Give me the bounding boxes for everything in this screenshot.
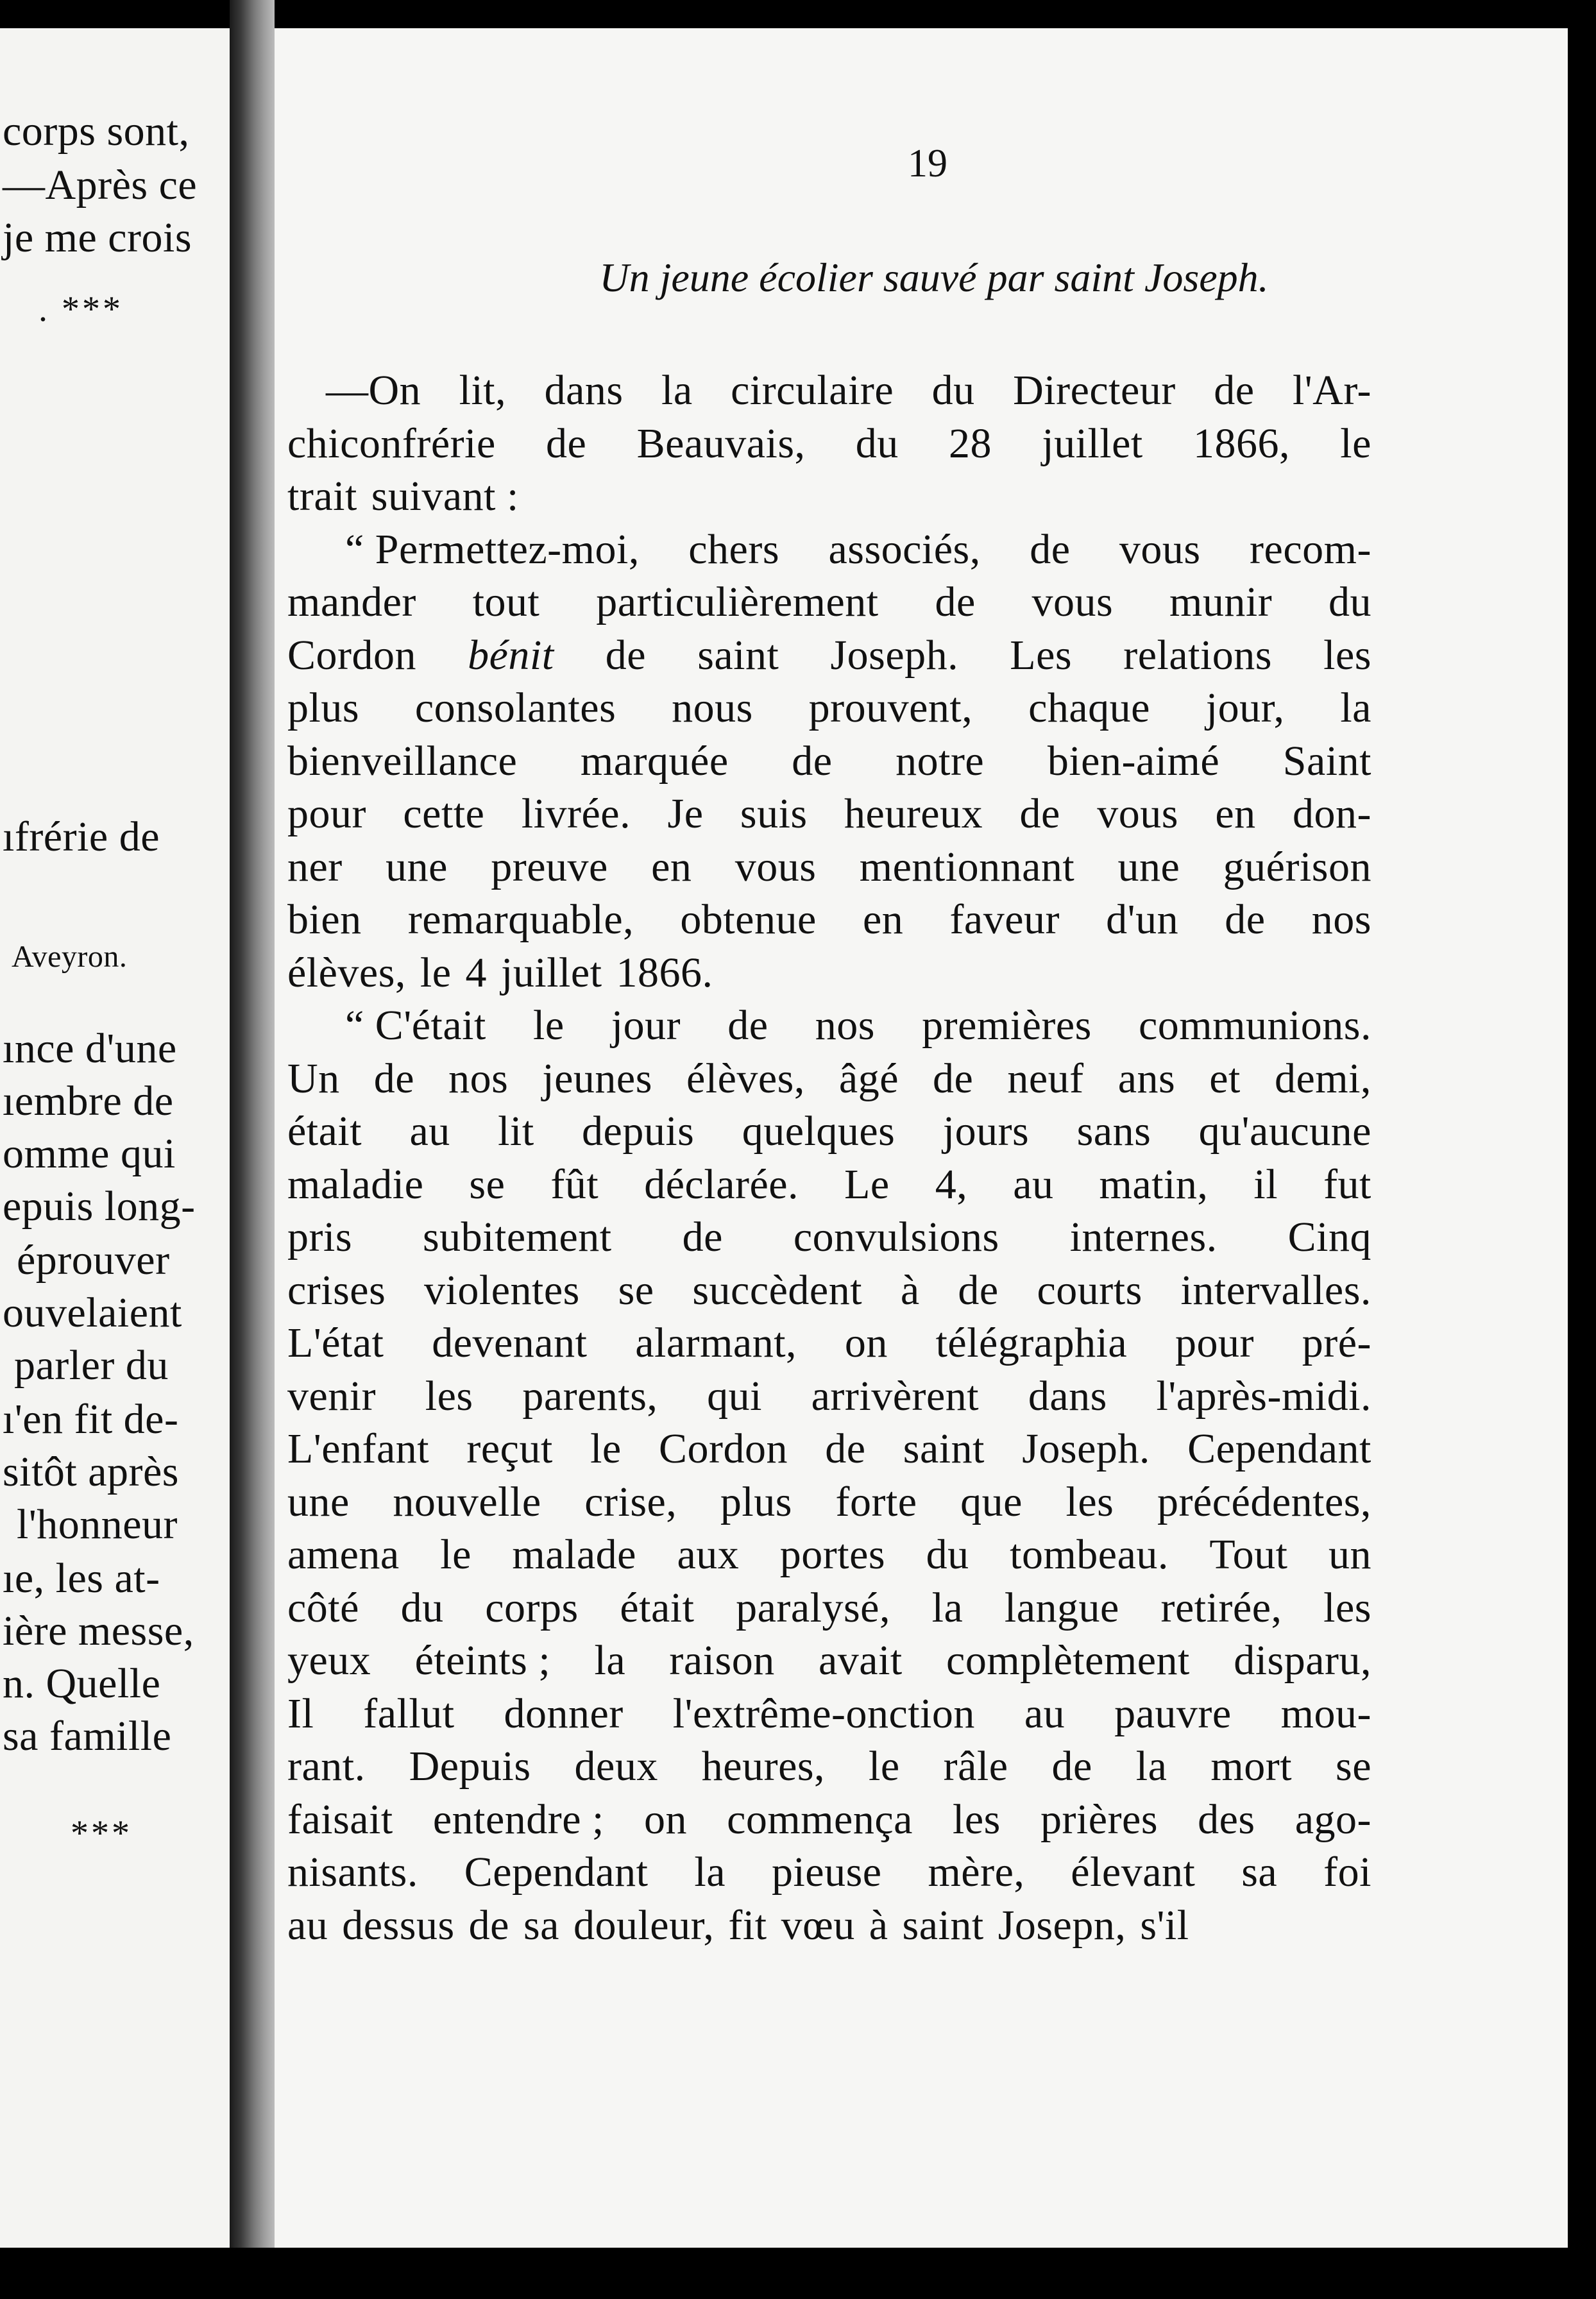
text-line xyxy=(287,1158,1371,1212)
left-page-fragment-line: l'honneur xyxy=(17,1501,178,1548)
word: langue xyxy=(1004,1584,1119,1631)
word: 28 xyxy=(949,420,992,467)
text-line xyxy=(287,364,1371,418)
word: le xyxy=(869,1743,900,1790)
word: devenant xyxy=(432,1319,588,1366)
word: Cinq xyxy=(1287,1214,1371,1260)
word: la xyxy=(1340,684,1371,731)
word: parents, xyxy=(522,1372,658,1420)
text-line xyxy=(287,1688,1371,1741)
word: retirée, xyxy=(1160,1584,1282,1631)
text-line xyxy=(287,735,1371,788)
left-page-fragment-line: parler du xyxy=(14,1342,169,1389)
word: fut xyxy=(1323,1160,1371,1208)
word: 4, xyxy=(935,1160,968,1208)
word: neuf xyxy=(1007,1055,1084,1102)
scan-right-border xyxy=(1568,0,1596,2299)
text-line xyxy=(287,682,1371,735)
word: le xyxy=(420,949,452,996)
word: nisants. xyxy=(287,1849,418,1896)
word: heures, xyxy=(701,1743,826,1790)
word: de xyxy=(958,1266,999,1314)
word: éteints ; xyxy=(414,1637,551,1684)
left-page-fragment-line: —Après ce xyxy=(3,162,198,208)
text-line xyxy=(287,523,1371,577)
word: deux xyxy=(574,1743,658,1790)
left-page-fragment-line: ıembre de xyxy=(3,1078,174,1124)
word: l'extrême-onction xyxy=(672,1690,975,1737)
text-line xyxy=(287,1053,1371,1106)
word: amena xyxy=(287,1531,400,1578)
word: nous xyxy=(672,684,753,731)
text-line xyxy=(287,1105,1371,1158)
word: Un xyxy=(287,1055,340,1102)
word: la xyxy=(1135,1743,1167,1790)
text-line xyxy=(287,1846,1371,1899)
word: de xyxy=(1030,525,1071,573)
word: la xyxy=(661,367,693,414)
word: les xyxy=(1323,1584,1371,1631)
word: d'un xyxy=(1106,896,1179,943)
word: de xyxy=(1051,1743,1092,1790)
text-line xyxy=(287,1264,1371,1318)
word: saint xyxy=(903,1425,985,1472)
word: au xyxy=(1024,1690,1065,1737)
word: “ Permettez-moi, xyxy=(345,525,640,573)
word: juillet xyxy=(501,949,602,996)
word: sans xyxy=(1076,1108,1151,1155)
left-page-fragment-line: ı'en fit de- xyxy=(3,1396,179,1443)
word: fit xyxy=(728,1901,767,1949)
word: s'il xyxy=(1140,1901,1189,1949)
left-page-fragment-line: . *** xyxy=(38,289,123,329)
word: courts xyxy=(1037,1266,1142,1314)
word: en xyxy=(651,843,692,890)
left-page-fragment-line: sitôt après xyxy=(3,1448,179,1495)
word: vous xyxy=(1119,525,1201,573)
word: succèdent xyxy=(692,1266,863,1314)
word: Josepn, xyxy=(998,1901,1126,1949)
word: de xyxy=(682,1214,723,1260)
word: bénit xyxy=(468,631,554,679)
word: il xyxy=(1253,1160,1278,1208)
word: du xyxy=(931,367,975,414)
word: l'Ar- xyxy=(1292,367,1371,414)
word: les xyxy=(425,1372,473,1420)
word: la xyxy=(931,1584,964,1631)
word: plus xyxy=(720,1478,792,1525)
word: arrivèrent xyxy=(811,1372,980,1420)
word: Tout xyxy=(1209,1531,1288,1578)
left-page-fragment-line: corps sont, xyxy=(3,108,190,155)
word: le xyxy=(590,1425,622,1472)
word: internes. xyxy=(1069,1214,1218,1260)
left-page-fragment-line: ıfrérie de xyxy=(3,813,160,860)
left-page-fragment-line: n. Quelle xyxy=(3,1660,161,1707)
left-page-fragment-line: Aveyron. xyxy=(12,940,128,974)
word: lit, xyxy=(459,367,507,414)
word: bien xyxy=(287,896,362,943)
word: de xyxy=(727,1002,768,1049)
word: avait xyxy=(818,1637,903,1684)
word: se xyxy=(1336,1743,1371,1790)
word: vous xyxy=(734,843,817,890)
word: 1866. xyxy=(616,949,713,996)
word: pieuse xyxy=(771,1849,882,1896)
word: Cordon xyxy=(287,631,416,679)
word: communions. xyxy=(1139,1002,1371,1049)
word: heureux xyxy=(844,790,983,837)
text-line xyxy=(287,1317,1371,1370)
word: à xyxy=(869,1901,888,1949)
word: nos xyxy=(1311,896,1371,943)
word: mander xyxy=(287,579,416,625)
word: pauvre xyxy=(1114,1690,1232,1737)
word: Les xyxy=(1010,631,1073,679)
word: nos xyxy=(815,1002,875,1049)
left-page-fragment-line: je me crois xyxy=(3,214,192,261)
word: raison xyxy=(669,1637,775,1684)
section-heading: Un jeune écolier sauvé par saint Joseph. xyxy=(599,255,1269,300)
word: pré- xyxy=(1302,1319,1371,1366)
word: de xyxy=(933,1055,974,1102)
word: on xyxy=(644,1795,687,1843)
word: faisait xyxy=(287,1795,393,1843)
word: chiconfrérie xyxy=(287,420,496,467)
word: L'enfant xyxy=(287,1425,430,1472)
word: depuis xyxy=(582,1108,695,1155)
word: râle xyxy=(943,1743,1008,1790)
word: de xyxy=(605,631,647,679)
word: saint xyxy=(697,631,779,679)
word: guérison xyxy=(1223,843,1371,890)
text-line xyxy=(287,576,1371,629)
word: dans xyxy=(1028,1372,1107,1420)
word: reçut xyxy=(466,1425,553,1472)
word: maladie xyxy=(287,1160,424,1208)
word: à xyxy=(900,1266,920,1314)
scan-bottom-border xyxy=(0,2248,1596,2299)
word: —On xyxy=(326,367,421,414)
word: Cependant xyxy=(464,1849,649,1896)
word: disparu, xyxy=(1234,1637,1371,1684)
word: plus xyxy=(287,684,360,731)
word: Joseph. xyxy=(830,631,959,679)
word: L'état xyxy=(287,1319,384,1366)
word: en xyxy=(1215,790,1256,837)
word: de xyxy=(825,1425,866,1472)
text-line xyxy=(287,947,1371,1000)
word: don- xyxy=(1293,790,1371,837)
word: portes xyxy=(779,1531,886,1578)
word: l'après-midi. xyxy=(1156,1372,1371,1420)
word: cette xyxy=(403,790,485,837)
word: de xyxy=(373,1055,415,1102)
word: quelques xyxy=(742,1108,896,1155)
word: qui xyxy=(707,1372,762,1420)
word: les xyxy=(1323,631,1371,679)
word: demi, xyxy=(1274,1055,1371,1102)
word: associés, xyxy=(828,525,981,573)
word: des xyxy=(1198,1795,1255,1843)
word: pour xyxy=(287,790,366,837)
word: notre xyxy=(896,737,985,785)
word: tout xyxy=(472,579,540,625)
word: alarmant, xyxy=(635,1319,797,1366)
word: faveur xyxy=(949,896,1060,943)
text-line xyxy=(287,1370,1371,1423)
word: intervalles. xyxy=(1180,1266,1371,1314)
word: mort xyxy=(1210,1743,1293,1790)
text-line xyxy=(287,629,1371,683)
word: premières xyxy=(922,1002,1092,1049)
word: mère, xyxy=(928,1849,1025,1896)
word: et xyxy=(1209,1055,1241,1102)
word: le xyxy=(532,1002,565,1049)
left-page-fragment-line: sa famille xyxy=(3,1713,172,1760)
word: la xyxy=(694,1849,726,1896)
left-page-fragment xyxy=(0,28,230,2261)
word: crise, xyxy=(584,1478,677,1525)
word: pris xyxy=(287,1214,352,1260)
word: jour, xyxy=(1205,684,1285,731)
word: de xyxy=(546,420,587,467)
word: tombeau. xyxy=(1010,1531,1169,1578)
word: déclarée. xyxy=(644,1160,799,1208)
word: jour xyxy=(611,1002,681,1049)
word: élevant xyxy=(1071,1849,1196,1896)
word: au xyxy=(409,1108,450,1155)
word: suis xyxy=(740,790,808,837)
word: de xyxy=(1019,790,1060,837)
word: commença xyxy=(727,1795,913,1843)
word: bienveillance xyxy=(287,737,518,785)
word: douleur, xyxy=(573,1901,715,1949)
word: entendre ; xyxy=(432,1795,604,1843)
word: Le xyxy=(844,1160,890,1208)
word: trait xyxy=(287,473,357,520)
word: 4 xyxy=(465,949,488,996)
word: du xyxy=(400,1584,444,1631)
word: vous xyxy=(1097,790,1178,837)
word: ner xyxy=(287,843,343,890)
word: relations xyxy=(1123,631,1272,679)
word: pour xyxy=(1175,1319,1254,1366)
text-line xyxy=(287,1899,1371,1953)
left-page-fragment-line: ıe, les at- xyxy=(3,1555,160,1602)
text-line xyxy=(287,1740,1371,1794)
word: rant. xyxy=(287,1743,366,1790)
word: Joseph. xyxy=(1022,1425,1150,1472)
word: fût xyxy=(550,1160,599,1208)
word: yeux xyxy=(287,1637,371,1684)
word: paralysé, xyxy=(736,1584,890,1631)
word: de xyxy=(935,579,976,625)
word: mou- xyxy=(1280,1690,1371,1737)
text-line xyxy=(287,470,1371,523)
right-page xyxy=(275,28,1568,2248)
word: côté xyxy=(287,1584,359,1631)
word: suivant : xyxy=(371,473,519,520)
word: aux xyxy=(677,1531,740,1578)
word: chers xyxy=(688,525,780,573)
word: télégraphia xyxy=(935,1319,1128,1366)
word: prières xyxy=(1040,1795,1159,1843)
left-page-fragment-line: éprouver xyxy=(17,1237,170,1284)
word: de xyxy=(468,1901,509,1949)
word: élèves, xyxy=(686,1055,805,1102)
word: violentes xyxy=(424,1266,580,1314)
word: la xyxy=(594,1637,626,1684)
word: consolantes xyxy=(414,684,616,731)
word: malade xyxy=(512,1531,636,1578)
word: lit xyxy=(498,1108,534,1155)
word: preuve xyxy=(491,843,608,890)
word: sa xyxy=(1241,1849,1278,1896)
word: au xyxy=(287,1901,328,1949)
word: les xyxy=(1065,1478,1114,1525)
word: jours xyxy=(942,1108,1030,1155)
word: bien-aimé xyxy=(1047,737,1220,785)
word: munir xyxy=(1169,579,1273,625)
word: le xyxy=(1340,420,1371,467)
word: de xyxy=(1225,896,1266,943)
word: précédentes, xyxy=(1157,1478,1371,1525)
word: ans xyxy=(1117,1055,1176,1102)
word: crises xyxy=(287,1266,386,1314)
word: un xyxy=(1328,1531,1371,1578)
word: obtenue xyxy=(680,896,817,943)
text-line xyxy=(287,1211,1371,1264)
word: venir xyxy=(287,1372,377,1420)
word: en xyxy=(862,896,904,943)
word: convulsions xyxy=(793,1214,999,1260)
word: dessus xyxy=(342,1901,455,1949)
word: subitement xyxy=(422,1214,612,1260)
word: était xyxy=(620,1584,695,1631)
book-gutter xyxy=(230,0,275,2299)
word: 1866, xyxy=(1193,420,1291,467)
word: était xyxy=(287,1108,362,1155)
word: Il xyxy=(287,1690,314,1737)
text-line xyxy=(287,1634,1371,1688)
word: de xyxy=(1214,367,1255,414)
left-page-fragment-line: epuis long- xyxy=(3,1183,196,1230)
word: de xyxy=(792,737,833,785)
text-line xyxy=(287,894,1371,947)
word: au xyxy=(1013,1160,1054,1208)
word: du xyxy=(1328,579,1371,625)
word: on xyxy=(844,1319,888,1366)
left-page-fragment-line: ière messe, xyxy=(3,1608,194,1654)
word: marquée xyxy=(580,737,729,785)
word: Saint xyxy=(1282,737,1371,785)
word: une xyxy=(1117,843,1180,890)
word: vous xyxy=(1031,579,1114,625)
text-line xyxy=(287,1423,1371,1476)
word: Depuis xyxy=(409,1743,531,1790)
word: Beauvais, xyxy=(636,420,806,467)
word: se xyxy=(618,1266,654,1314)
text-line xyxy=(287,1794,1371,1847)
word: vœu xyxy=(781,1901,855,1949)
word: du xyxy=(855,420,899,467)
word: sa xyxy=(523,1901,559,1949)
text-line xyxy=(287,788,1371,841)
word: Je xyxy=(667,790,704,837)
word: donner xyxy=(504,1690,624,1737)
left-page-fragment-line: ınce d'une xyxy=(3,1025,177,1072)
word: une xyxy=(287,1478,350,1525)
text-line xyxy=(287,1529,1371,1582)
word: recom- xyxy=(1250,525,1371,573)
word: prouvent, xyxy=(808,684,973,731)
word: saint xyxy=(902,1901,984,1949)
word: Cordon xyxy=(658,1425,788,1472)
word: livrée. xyxy=(521,790,631,837)
text-line xyxy=(287,1582,1371,1635)
text-line xyxy=(287,841,1371,894)
word: fallut xyxy=(363,1690,455,1737)
word: mentionnant xyxy=(859,843,1075,890)
word: nos xyxy=(448,1055,509,1102)
word: élèves, xyxy=(287,949,406,996)
page-number: 19 xyxy=(908,142,947,185)
word: Directeur xyxy=(1013,367,1176,414)
word: Cependant xyxy=(1187,1425,1371,1472)
word: âgé xyxy=(838,1055,899,1102)
word: matin, xyxy=(1099,1160,1209,1208)
word: se xyxy=(469,1160,505,1208)
left-page-fragment-line: omme qui xyxy=(3,1130,176,1177)
left-page-fragment-line: *** xyxy=(71,1813,132,1853)
word: du xyxy=(926,1531,969,1578)
body-text xyxy=(287,364,1371,1952)
text-line xyxy=(287,999,1371,1053)
word: le xyxy=(440,1531,471,1578)
word: corps xyxy=(485,1584,579,1631)
word: remarquable, xyxy=(407,896,634,943)
word: ago- xyxy=(1295,1795,1371,1843)
word: “ C'était xyxy=(345,1002,486,1049)
word: les xyxy=(953,1795,1001,1843)
word: particulièrement xyxy=(596,579,879,625)
word: qu'aucune xyxy=(1198,1108,1371,1155)
word: chaque xyxy=(1028,684,1150,731)
left-page-fragment-line: ouvelaient xyxy=(3,1289,182,1336)
word: juillet xyxy=(1042,420,1143,467)
word: que xyxy=(960,1478,1023,1525)
word: jeunes xyxy=(542,1055,652,1102)
word: complètement xyxy=(946,1637,1190,1684)
text-line xyxy=(287,1476,1371,1529)
word: forte xyxy=(835,1478,917,1525)
word: circulaire xyxy=(731,367,894,414)
word: dans xyxy=(544,367,624,414)
word: foi xyxy=(1323,1849,1371,1896)
text-line xyxy=(287,418,1371,471)
word: nouvelle xyxy=(393,1478,541,1525)
word: une xyxy=(386,843,448,890)
